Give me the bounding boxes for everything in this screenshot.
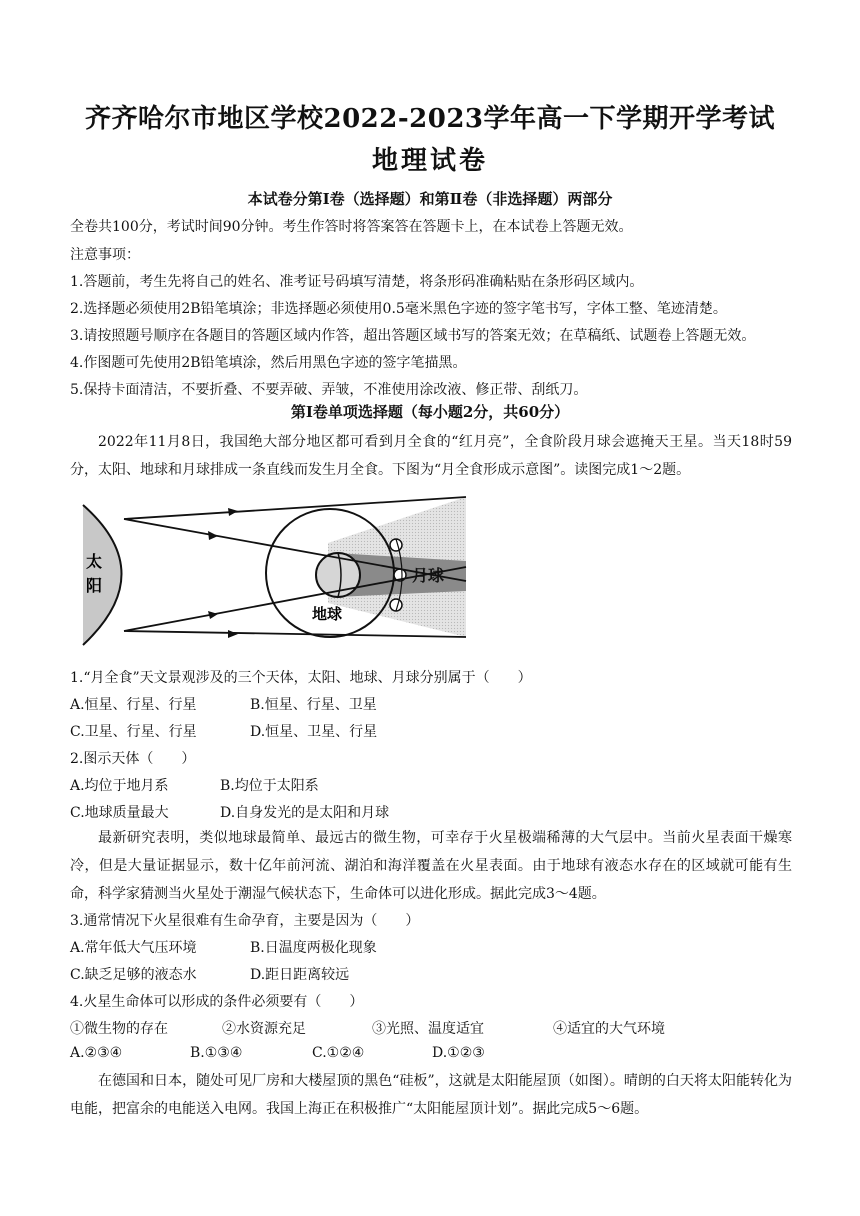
question-3-option-d[interactable]: D.距日距离较远 <box>250 967 350 983</box>
passage-mars: 最新研究表明，类似地球最简单、最远古的微生物，可幸存于火星极端稀薄的大气层中。当前火星表面干燥寒冷，但是大量证据显示，数十亿年前河流、湖泊和海洋覆盖在火星表面。由于地球有液态水存在的区域就可能有生命，科学家猜测当火星处于潮湿气候状态下，生命体可以进化形成。据此完成3～4题。 <box>70 830 792 902</box>
question-2-option-d[interactable]: D.自身发光的是太阳和月球 <box>220 805 390 821</box>
passage-lunar-eclipse: 2022年11月8日，我国绝大部分地区都可看到月全食的“红月亮”，全食阶段月球会遮掩天王星。当天18时59分，太阳、地球和月球排成一条直线而发生月全食。下图为“月全食形成示意图”。读图完成1～2题。 <box>70 434 792 478</box>
question-3-option-a[interactable]: A.常年低大气压环境 <box>70 940 197 956</box>
notice-item: 3.请按照题号顺序在各题目的答题区域内作答，超出答题区域书写的答案无效；在草稿纸、试题卷上答题无效。 <box>70 328 756 344</box>
exam-title: 齐齐哈尔市地区学校2022-2023学年高一下学期开学考试 <box>84 104 776 134</box>
moon-label: 月球 <box>412 566 445 585</box>
question-2-option-b[interactable]: B.均位于太阳系 <box>220 778 319 794</box>
exam-subject: 地理试卷 <box>371 146 488 176</box>
question-4-option-a[interactable]: A.②③④ <box>70 1045 123 1061</box>
question-4-condition: ③光照、温度适宜 <box>372 1021 484 1037</box>
question-3-option-b[interactable]: B.日温度两极化现象 <box>250 940 377 956</box>
question-2-option-a[interactable]: A.均位于地月系 <box>70 778 169 794</box>
earth-label: 地球 <box>312 605 343 623</box>
sun-label: 阳 <box>86 576 103 595</box>
exam-subtitle: 本试卷分第Ⅰ卷（选择题）和第Ⅱ卷（非选择题）两部分 <box>247 190 613 208</box>
question-4-option-d[interactable]: D.①②③ <box>432 1045 485 1061</box>
question-1-stem: 1.“月全食”天文景观涉及的三个天体，太阳、地球、月球分别属于（ ） <box>70 670 532 686</box>
lunar-eclipse-diagram <box>78 495 473 655</box>
question-1-option-c[interactable]: C.卫星、行星、行星 <box>70 724 197 740</box>
question-2-stem: 2.图示天体（ ） <box>70 751 196 767</box>
question-4-condition: ②水资源充足 <box>222 1021 306 1037</box>
notice-item: 1.答题前，考生先将自己的姓名、准考证号码填写清楚，将条形码准确粘贴在条形码区域内。 <box>70 274 644 290</box>
question-4-option-b[interactable]: B.①③④ <box>190 1045 243 1061</box>
question-4-option-c[interactable]: C.①②④ <box>312 1045 365 1061</box>
notice-item: 2.选择题必须使用2B铅笔填涂；非选择题必须使用0.5毫米黑色字迹的签字笔书写，字体工整、笔迹清楚。 <box>70 301 727 317</box>
section-heading: 第Ⅰ卷单项选择题（每小题2分，共60分） <box>290 403 570 421</box>
question-3-stem: 3.通常情况下火星很难有生命孕育，主要是因为（ ） <box>70 913 420 929</box>
question-4-condition: ①微生物的存在 <box>70 1021 168 1037</box>
question-4-condition: ④适宜的大气环境 <box>553 1021 665 1037</box>
question-1-option-d[interactable]: D.恒星、卫星、行星 <box>250 724 378 740</box>
notice-heading: 注意事项： <box>70 247 140 263</box>
notice-item: 5.保持卡面清洁，不要折叠、不要弄破、弄皱，不准使用涂改液、修正带、刮纸刀。 <box>70 382 588 398</box>
question-1-option-b[interactable]: B.恒星、行星、卫星 <box>250 697 377 713</box>
question-4-stem: 4.火星生命体可以形成的条件必须要有（ ） <box>70 994 364 1010</box>
question-3-option-c[interactable]: C.缺乏足够的液态水 <box>70 967 197 983</box>
general-instructions: 全卷共100分，考试时间90分钟。考生作答时将答案答在答题卡上，在本试卷上答题无效。 <box>70 219 633 235</box>
notice-item: 4.作图题可先使用2B铅笔填涂，然后用黑色字迹的签字笔描黑。 <box>70 355 467 371</box>
passage-solar-roof: 在德国和日本，随处可见厂房和大楼屋顶的黑色“硅板”，这就是太阳能屋顶（如图）。晴朗的白天将太阳能转化为电能，把富余的电能送入电网。我国上海正在积极推广“太阳能屋顶计划”。据此完成5～6题。 <box>70 1073 792 1117</box>
sun-label: 太 <box>86 552 103 571</box>
sun-shape <box>83 505 122 645</box>
question-2-option-c[interactable]: C.地球质量最大 <box>70 805 169 821</box>
question-1-option-a[interactable]: A.恒星、行星、行星 <box>70 697 197 713</box>
